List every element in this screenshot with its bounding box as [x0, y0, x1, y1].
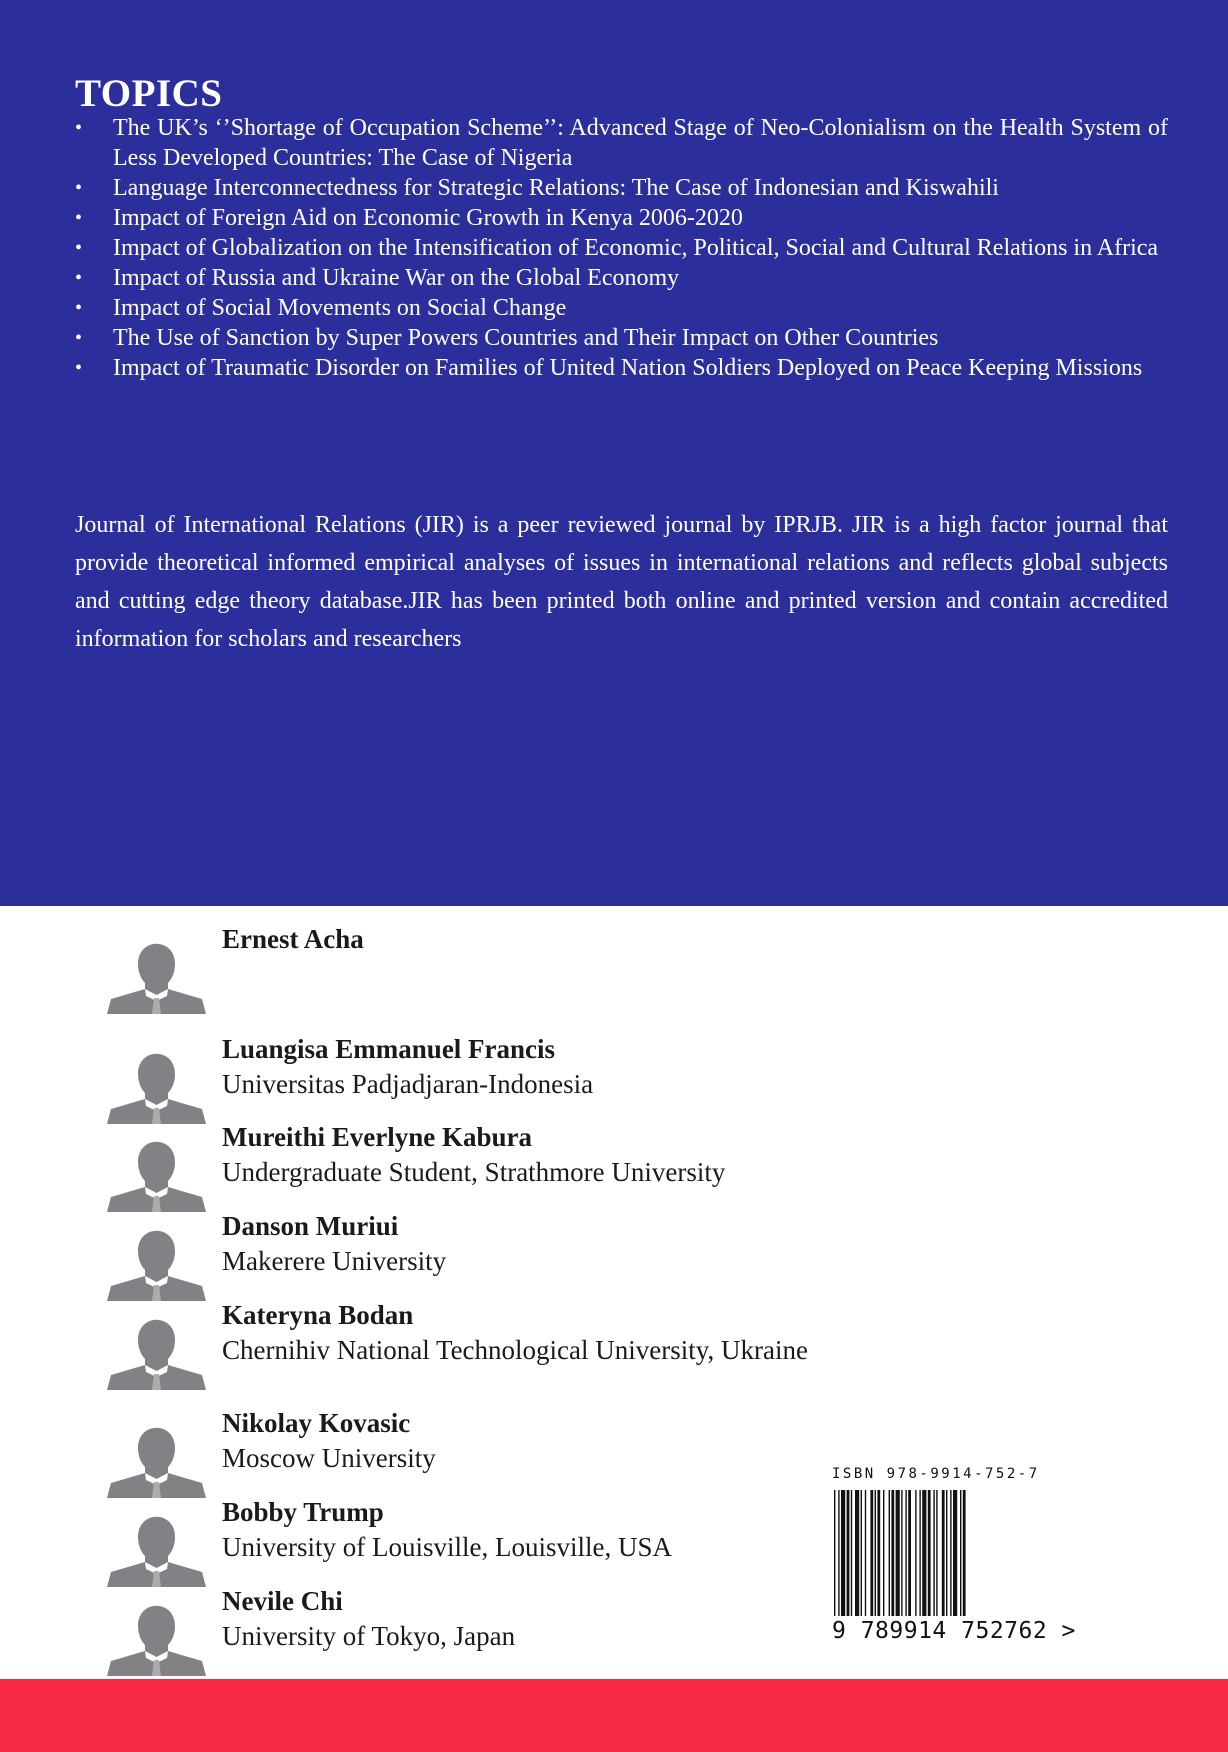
- journal-description: Journal of International Relations (JIR) is a peer reviewed journal by IPRJB. JIR is a high factor journal that provide theoretical informed empirical analyses of issues in international relations and reflects global subjects and cutting edge theory database.JIR has been printed both online and printed version and contain accredited information for scholars and researchers: [75, 512, 1168, 652]
- author-entry: [107, 1298, 907, 1378]
- isbn-label: ISBN 978-9914-752-7: [832, 1466, 1040, 1482]
- bullet-icon: •: [75, 297, 83, 319]
- topic-text: Impact of Traumatic Disorder on Families of United Nation Soldiers Deployed on Peace Keeping Missions: [113, 355, 1143, 381]
- person-silhouette-icon: [107, 1310, 206, 1390]
- author-entry: [107, 1406, 907, 1486]
- topic-item: [75, 113, 1168, 173]
- barcode-digits: 9 789914 752762 >: [832, 1618, 1076, 1644]
- author-entry: [107, 922, 907, 1002]
- author-text: [222, 1298, 808, 1368]
- topic-item: [75, 293, 1168, 323]
- topic-list: [75, 113, 1168, 383]
- author-name: Luangisa Emmanuel Francis: [222, 1034, 556, 1064]
- author-text: [222, 1120, 725, 1190]
- person-silhouette-icon: [107, 1221, 206, 1301]
- topic-item: [75, 263, 1168, 293]
- bullet-icon: •: [75, 327, 83, 349]
- person-silhouette-icon: [107, 934, 206, 1014]
- bullet-icon: •: [75, 357, 83, 379]
- author-name: Danson Muriui: [222, 1211, 399, 1241]
- bullet-icon: •: [75, 177, 83, 199]
- bullet-icon: •: [75, 267, 83, 289]
- topic-item: [75, 353, 1168, 383]
- author-text: [222, 1584, 515, 1654]
- author-name: Nevile Chi: [222, 1586, 343, 1616]
- topic-text: The Use of Sanction by Super Powers Countries and Their Impact on Other Countries: [113, 325, 939, 351]
- author-entry: [107, 1032, 907, 1112]
- author-affiliation: Universitas Padjadjaran-Indonesia: [222, 1069, 594, 1099]
- topic-item: [75, 173, 1168, 203]
- author-entry: [107, 1209, 907, 1289]
- author-text: [222, 1495, 672, 1565]
- author-text: [222, 1406, 436, 1476]
- person-silhouette-icon: [107, 1132, 206, 1212]
- author-name: Mureithi Everlyne Kabura: [222, 1122, 532, 1152]
- topic-text: Impact of Russia and Ukraine War on the Global Economy: [113, 265, 680, 291]
- author-affiliation: University of Tokyo, Japan: [222, 1621, 516, 1651]
- topic-text: The UK’s ‘’Shortage of Occupation Scheme’’: Advanced Stage of Neo-Colonialism on the Health System of Less Developed Countries: The Case of Nigeria: [113, 115, 1168, 171]
- topic-item: [75, 323, 1168, 353]
- author-name: Nikolay Kovasic: [222, 1408, 411, 1438]
- topic-text: Impact of Social Movements on Social Change: [113, 295, 567, 321]
- author-affiliation: Chernihiv National Technological University, Ukraine: [222, 1335, 808, 1365]
- topics-heading: TOPICS: [75, 72, 223, 115]
- author-affiliation: University of Louisville, Louisville, USA: [222, 1532, 672, 1562]
- author-entry: [107, 1495, 907, 1575]
- topic-text: Language Interconnectedness for Strategic Relations: The Case of Indonesian and Kiswahili: [113, 175, 999, 201]
- author-name: Bobby Trump: [222, 1497, 384, 1527]
- person-silhouette-icon: [107, 1596, 206, 1676]
- author-text: [222, 1032, 593, 1102]
- bullet-icon: •: [75, 117, 83, 139]
- topic-text: Impact of Foreign Aid on Economic Growth in Kenya 2006-2020: [113, 205, 743, 231]
- isbn-barcode: [832, 1466, 1076, 1656]
- author-name: Kateryna Bodan: [222, 1300, 414, 1330]
- author-text: [222, 922, 364, 956]
- person-silhouette-icon: [107, 1418, 206, 1498]
- author-affiliation: Undergraduate Student, Strathmore University: [222, 1157, 726, 1187]
- author-text: [222, 1209, 446, 1279]
- author-affiliation: Moscow University: [222, 1443, 436, 1473]
- bullet-icon: •: [75, 207, 83, 229]
- topic-item: [75, 203, 1168, 233]
- author-entry: [107, 1584, 907, 1664]
- author-name: Ernest Acha: [222, 924, 364, 954]
- topic-text: Impact of Globalization on the Intensification of Economic, Political, Social and Cultural Relations in Africa: [113, 235, 1159, 261]
- person-silhouette-icon: [107, 1507, 206, 1587]
- person-silhouette-icon: [107, 1044, 206, 1124]
- bottom-accent-bar: [0, 1679, 1228, 1752]
- author-affiliation: Makerere University: [222, 1246, 447, 1276]
- topic-item: [75, 233, 1168, 263]
- author-entry: [107, 1120, 907, 1200]
- barcode-icon: [834, 1490, 1044, 1616]
- bullet-icon: •: [75, 237, 83, 259]
